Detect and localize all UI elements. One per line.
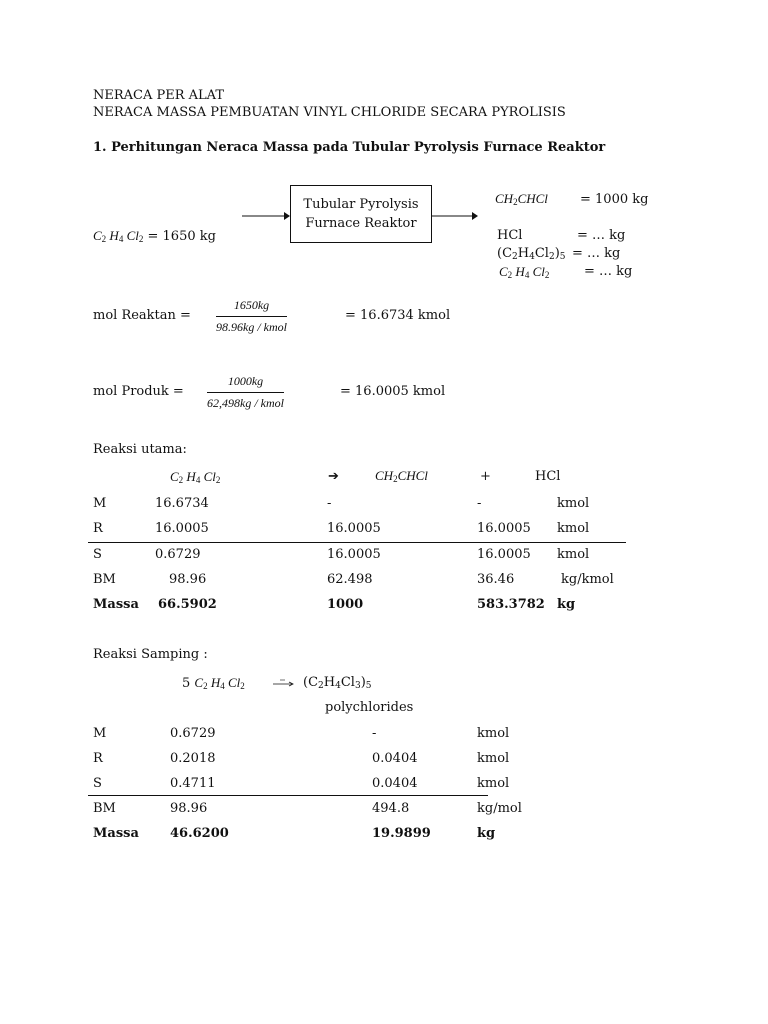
table-cell-label: Massa	[93, 826, 139, 841]
table-cell-label: M	[93, 726, 107, 741]
table-cell-unit: kmol	[557, 496, 590, 511]
table-cell-label: BM	[93, 801, 116, 816]
table-cell-c3: 16.0005	[477, 547, 531, 562]
table-cell-label: R	[93, 751, 103, 766]
reactor-label-1: Tubular Pyrolysis	[303, 197, 419, 212]
reaksi-utama-title: Reaksi utama:	[93, 442, 187, 457]
mol-reaktan-label: mol Reaktan =	[93, 308, 191, 323]
table-cell-unit: kg/mol	[477, 801, 522, 816]
mol-produk-fraction	[207, 374, 284, 411]
reaksi-utama-product1: $CH_2CHCl$	[375, 468, 428, 484]
side-reaction-arrow-icon	[272, 676, 296, 690]
table-cell-c2: 16.0005	[327, 521, 381, 536]
output-hcl-value: = … kg	[577, 228, 626, 243]
table-cell-c3: 583.3782	[477, 597, 545, 612]
mol-produk-numerator: 1000kg	[227, 374, 264, 388]
reactor-label-2: Furnace Reaktor	[305, 216, 417, 231]
table-cell-c1: 98.96	[170, 801, 208, 816]
table-cell-c1: 0.6729	[155, 547, 201, 562]
reaksi-utama-product2: HCl	[535, 469, 561, 484]
table-cell-label: S	[93, 776, 102, 791]
reaksi-samping-equation	[182, 676, 245, 691]
table-cell-unit: kg	[477, 826, 496, 841]
output-arrow-icon	[430, 209, 482, 223]
section-title: 1. Perhitungan Neraca Massa pada Tubular Pyrolysis Furnace Reaktor	[93, 140, 606, 155]
output-edc-value: = … kg	[584, 264, 633, 279]
reaksi-samping-product: $(C_2H_4Cl_3)_5$	[303, 675, 372, 691]
table-cell-c2: 494.8	[372, 801, 410, 816]
table-cell-c3: -	[477, 496, 482, 511]
table-cell-c2: -	[327, 496, 332, 511]
edc-formula: $C_2$ $H_4$ $Cl_2$	[499, 264, 550, 280]
reaksi-samping-title: Reaksi Samping :	[93, 647, 208, 662]
table-cell-c3: 36.46	[477, 572, 515, 587]
output-vcm	[495, 192, 548, 207]
mol-produk-result: = 16.0005 kmol	[340, 384, 446, 399]
vcm-formula: $CH_2CHCl$	[495, 191, 548, 207]
table-cell-label: S	[93, 547, 102, 562]
table-cell-label: Massa	[93, 597, 139, 612]
input-arrow-icon	[240, 209, 292, 223]
table-samping-divider	[88, 795, 488, 796]
doc-heading-2: NERACA MASSA PEMBUATAN VINYL CHLORIDE SECARA PYROLISIS	[93, 105, 566, 120]
table-utama-divider	[88, 542, 626, 543]
table-cell-c1: 98.96	[169, 572, 207, 587]
table-cell-c1: 16.0005	[155, 521, 209, 536]
mol-reaktan-result: = 16.6734 kmol	[345, 308, 451, 323]
table-cell-c2: 16.0005	[327, 547, 381, 562]
table-cell-c2: 0.0404	[372, 776, 418, 791]
table-cell-c1: 0.6729	[170, 726, 216, 741]
reaksi-utama-reactant: $C_2$ $H_4$ $Cl_2$	[170, 469, 221, 485]
mol-produk-label: mol Produk =	[93, 384, 184, 399]
reaksi-samping-coef: 5	[182, 676, 191, 691]
table-cell-unit: kmol	[557, 547, 590, 562]
output-hcl: HCl	[497, 228, 523, 243]
output-vcm-value: = 1000 kg	[580, 192, 649, 207]
table-cell-c2: 62.498	[327, 572, 373, 587]
table-cell-unit: kg/kmol	[561, 572, 614, 587]
feed-value: = 1650 kg	[147, 229, 216, 244]
feed-stream	[93, 229, 216, 244]
table-cell-c2: 0.0404	[372, 751, 418, 766]
doc-heading-1: NERACA PER ALAT	[93, 88, 225, 103]
reactor-box	[290, 185, 432, 243]
feed-formula: $C_2$ $H_4$ $Cl_2$	[93, 228, 144, 244]
table-cell-c1: 66.5902	[158, 597, 217, 612]
table-cell-c1: 0.2018	[170, 751, 216, 766]
mol-reaktan-fraction	[216, 298, 287, 335]
table-cell-c1: 0.4711	[170, 776, 216, 791]
reaction-arrow-icon: ➔	[328, 469, 339, 484]
reaksi-utama-plus: +	[480, 469, 491, 484]
table-cell-c1: 16.6734	[155, 496, 209, 511]
table-cell-unit: kmol	[477, 751, 510, 766]
output-polychloride-value: = … kg	[572, 246, 621, 261]
reaksi-samping-product-name: polychlorides	[325, 700, 414, 715]
table-cell-c2: 19.9899	[372, 826, 431, 841]
output-edc	[499, 265, 549, 280]
mol-reaktan-numerator: 1650kg	[233, 298, 270, 312]
table-cell-c2: 1000	[327, 597, 364, 612]
table-cell-unit: kg	[557, 597, 576, 612]
table-cell-c3: 16.0005	[477, 521, 531, 536]
output-polychloride: $(C_2H_4Cl_2)_5$	[497, 246, 566, 262]
mol-reaktan-denominator: 98.96kg / kmol	[216, 316, 287, 335]
table-cell-label: R	[93, 521, 103, 536]
mol-produk-denominator: 62,498kg / kmol	[207, 392, 284, 411]
table-cell-c2: -	[372, 726, 377, 741]
table-cell-unit: kmol	[557, 521, 590, 536]
table-cell-label: M	[93, 496, 107, 511]
table-cell-label: BM	[93, 572, 116, 587]
table-cell-unit: kmol	[477, 776, 510, 791]
table-cell-c1: 46.6200	[170, 826, 229, 841]
reaksi-samping-reactant: $C_2$ $H_4$ $Cl_2$	[194, 675, 245, 691]
table-cell-unit: kmol	[477, 726, 510, 741]
